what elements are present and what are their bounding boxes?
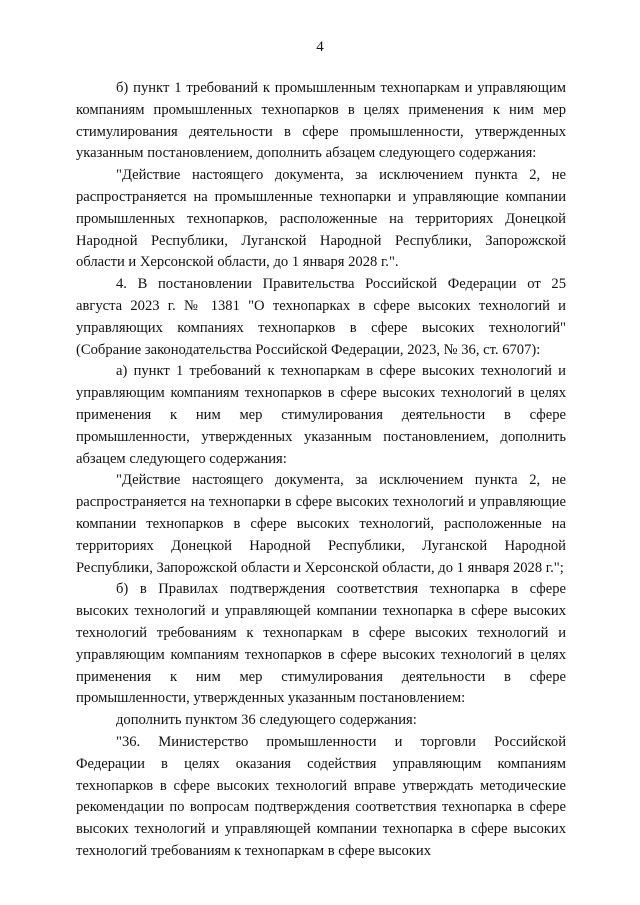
paragraph-section-4: 4. В постановлении Правительства Российской Федерации от 25 августа 2023 г. № 1381 "О технопарках в сфере высоких технологий и управляющих компаниях технопарков в сфере высоких технологий" (Собрание законодательства Российской Федерации, 2023, № 36, ст. 6707): bbox=[76, 276, 566, 358]
page-number: 4 bbox=[316, 39, 324, 55]
paragraph-item-a-hightech: а) пункт 1 требований к технопаркам в сфере высоких технологий и управляющим компаниям технопарков в сфере высоких технологий в целях применения к ним мер стимулирования деятельности в сфере промышленности, утвержденных указанным постановлением, дополнить абзацем следующего содержания: bbox=[76, 363, 566, 467]
paragraph-point-36: "36. Министерство промышленности и торговли Российской Федерации в целях оказания содействия управляющим компаниям технопарков в сфере высоких технологий вправе утверждать методические рекомендации по вопросам подтверждения соответствия технопарка в сфере высоких технологий и управляющей компании технопарка в сфере высоких технологий требованиям к технопаркам в сфере высоких bbox=[76, 733, 566, 859]
document-body bbox=[76, 78, 566, 863]
paragraph-quote-industrial: "Действие настоящего документа, за исключением пункта 2, не распространяется на промышленные технопарки и управляющие компании промышленных технопарков, расположенные на территориях Донецкой Народной Республики, Луганской Народной Республики, Запорожской области и Херсонской области, до 1 января 2028 г.". bbox=[76, 167, 566, 271]
paragraph-item-b-industrial: б) пункт 1 требований к промышленным технопаркам и управляющим компаниям промышленных технопарков в целях применения к ним мер стимулирования деятельности в сфере промышленности, утвержденных указанным постановлением, дополнить абзацем следующего содержания: bbox=[76, 80, 566, 162]
paragraph-quote-hightech: "Действие настоящего документа, за исключением пункта 2, не распространяется на технопарки в сфере высоких технологий и управляющие компании технопарков в сфере высоких технологий, расположенные на территориях Донецкой Народной Республики, Луганской Народной Республики, Запорожской области и Херсонской области, до 1 января 2028 г."; bbox=[76, 472, 566, 576]
paragraph-add-point-36: дополнить пунктом 36 следующего содержания: bbox=[116, 712, 417, 729]
paragraph-item-b-rules: б) в Правилах подтверждения соответствия технопарка в сфере высоких технологий и управляющей компании технопарка в сфере высоких технологий требованиям к технопаркам в сфере высоких технологий и управляющим компаниям технопарков в сфере высоких технологий в целях применения к ним мер стимулирования деятельности в сфере промышленности, утвержденных указанным постановлением: bbox=[76, 581, 566, 707]
